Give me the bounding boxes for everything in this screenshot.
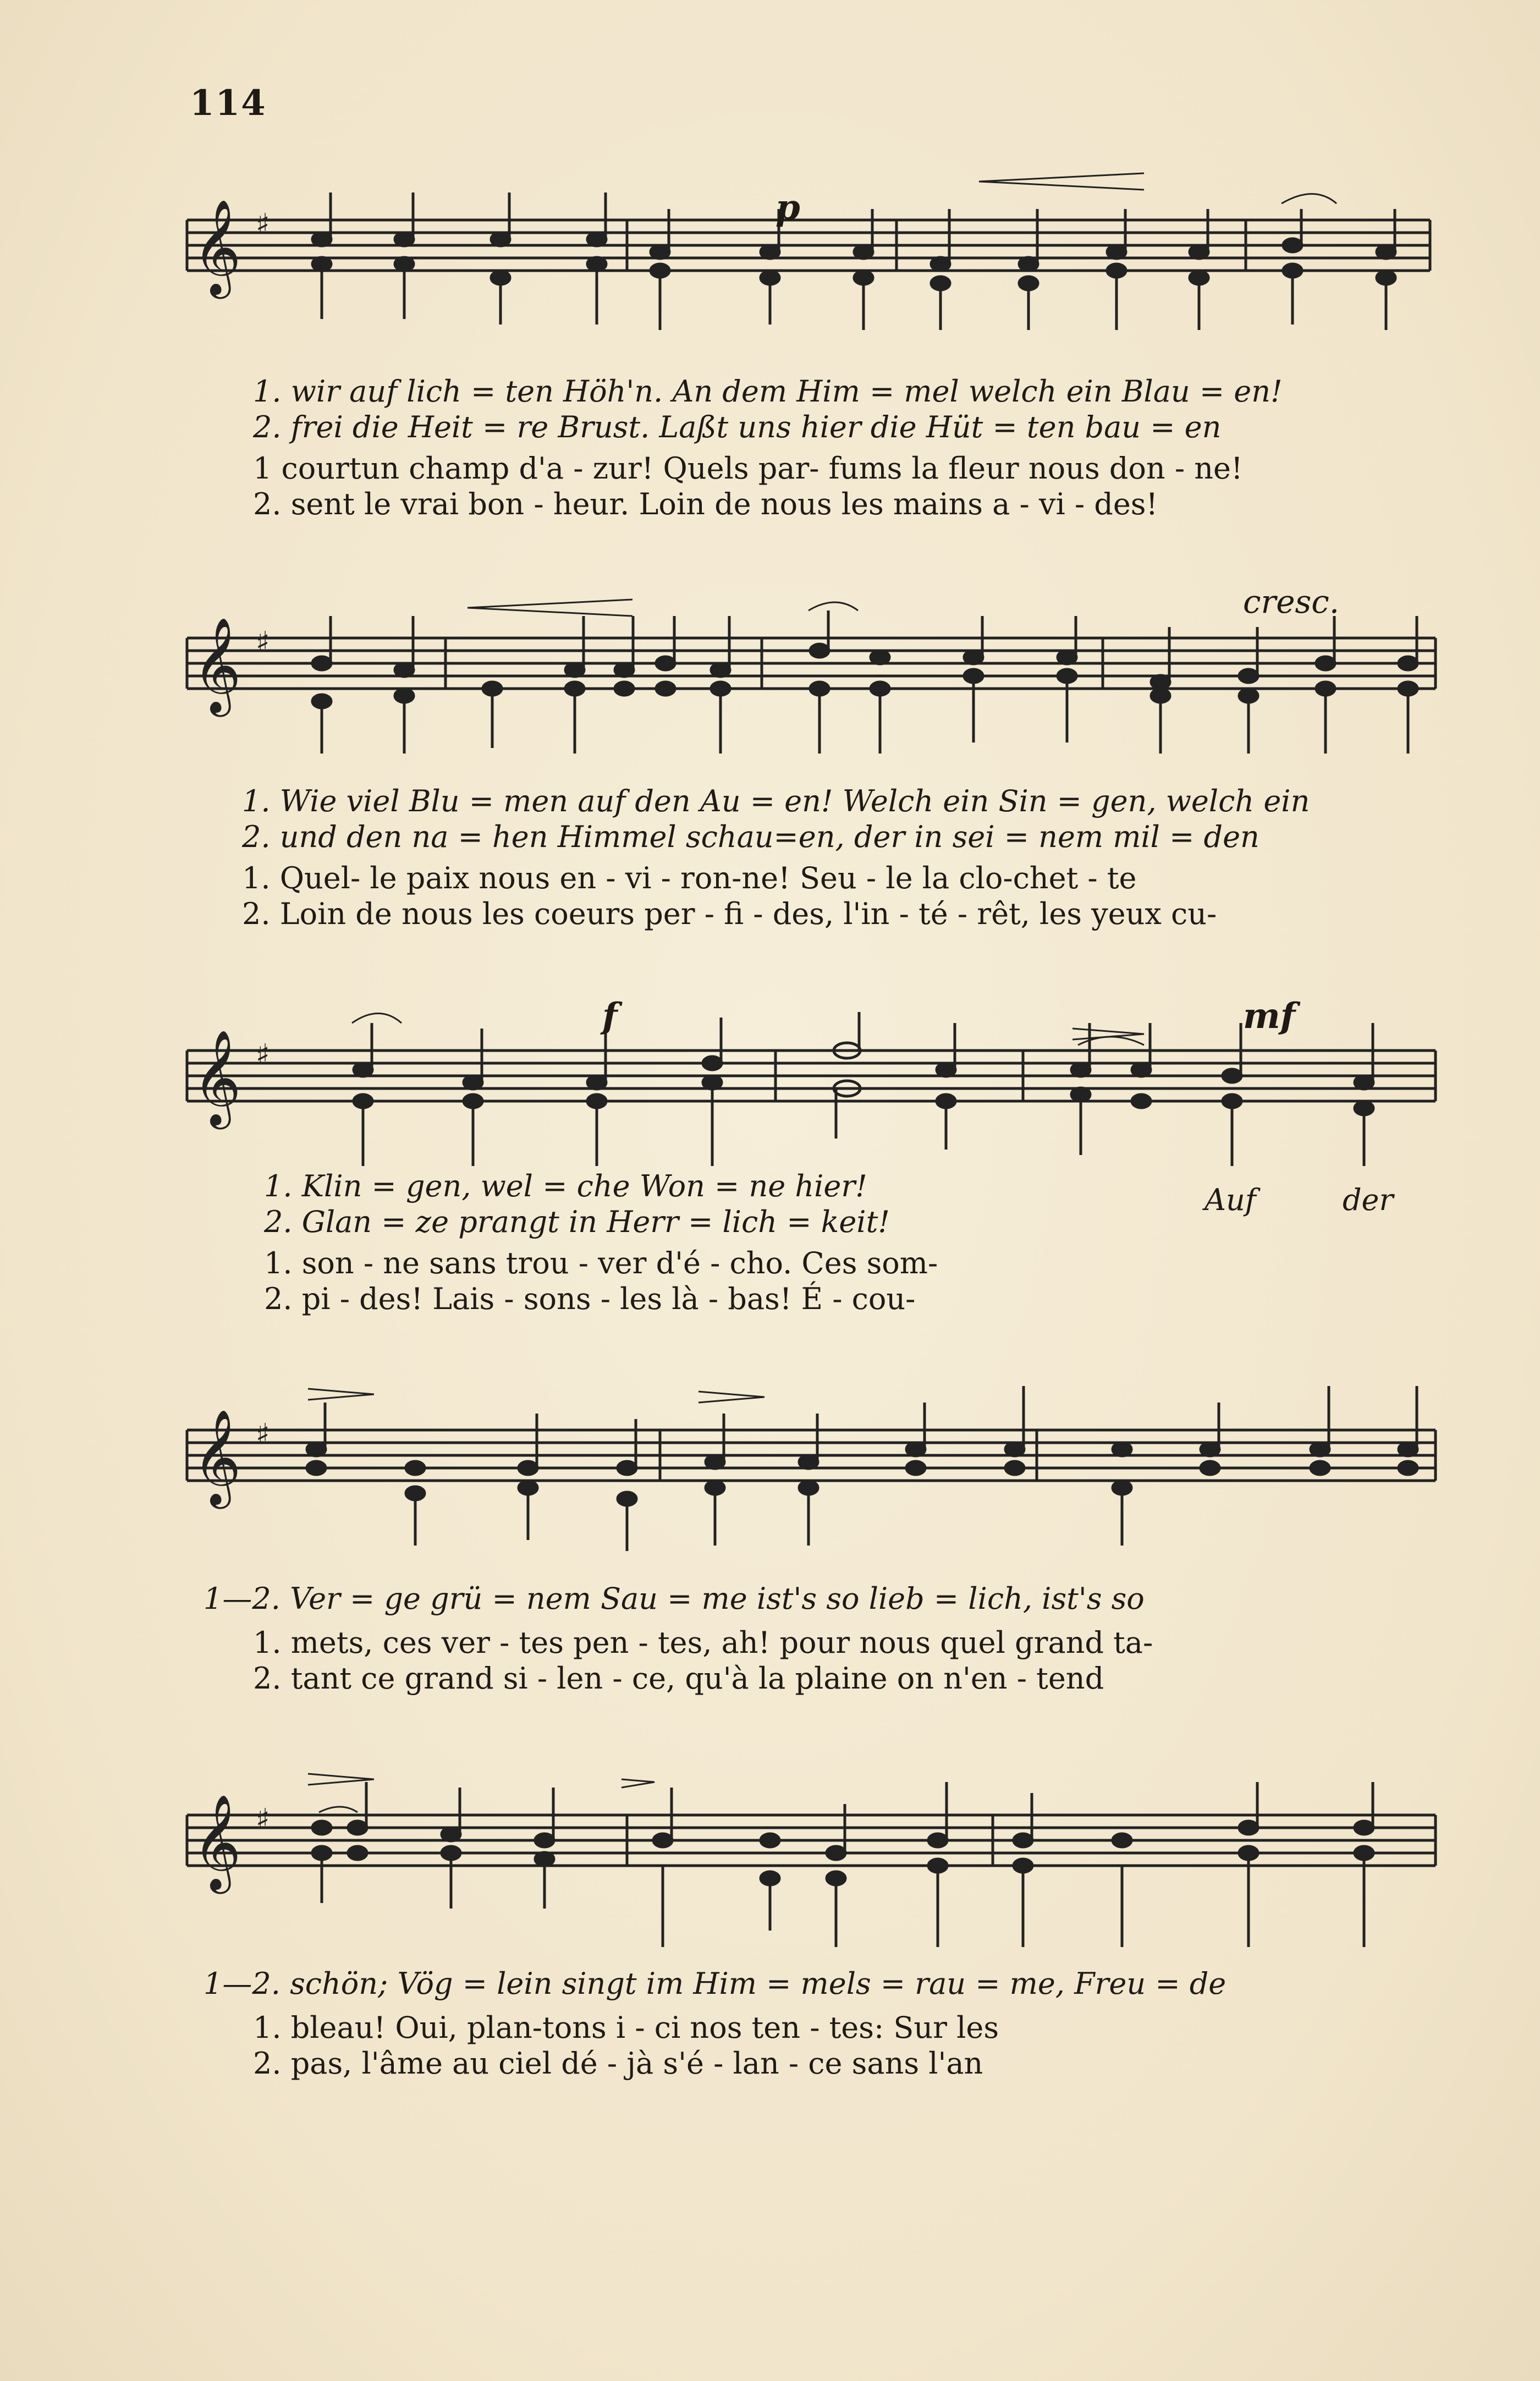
lyric-line [253, 2046, 983, 2081]
lyric-text: Loin de nous les coeurs per - fi - des, l'in - té - rêt, les yeux cu- [279, 897, 1217, 931]
svg-text:𝄞: 𝄞 [193, 1409, 241, 1505]
verse-number: 2. [253, 2046, 282, 2081]
verse-number: 1. [253, 374, 282, 409]
staff-1 [0, 165, 1540, 385]
lyric-line [253, 374, 1283, 409]
music-system-5 [0, 1749, 1540, 2145]
svg-text:𝄞: 𝄞 [193, 199, 241, 295]
lyric-line [242, 784, 1310, 818]
dynamic-marking: f [602, 996, 618, 1037]
staff-5 [0, 1749, 1540, 1980]
lyric-text: Klin = gen, wel = che Won = ne hier! [301, 1169, 867, 1203]
verse-number: 2. [264, 1282, 293, 1316]
lyric-line [253, 1625, 1153, 1660]
verse-number: 1. [242, 861, 271, 895]
verse-number: 2. [253, 487, 282, 521]
verse-number: 1. [253, 1625, 282, 1660]
lyric-text: Wie viel Blu = men auf den Au = en! Welch ein Sin = gen, welch ein [279, 784, 1310, 818]
lyric-text: pi - des! Lais - sons - les là - bas! É - cou- [301, 1282, 916, 1316]
staff-4 [0, 1359, 1540, 1590]
music-system-1 [0, 165, 1540, 550]
lyric-text: wir auf lich = ten Höh'n. An dem Him = mel welch ein Blau = en! [290, 374, 1283, 409]
lyric-text: tant ce grand si - len - ce, qu'à la plaine on n'en - tend [290, 1661, 1104, 1696]
lyric-text: sent le vrai bon - heur. Loin de nous les mains a - vi - des! [290, 487, 1158, 521]
lyric-text: schön; Vög = lein singt im Him = mels = rau = me, Freu = de [290, 1966, 1226, 2001]
lyric-line [242, 861, 1137, 895]
verse-number: 1. [253, 2010, 282, 2045]
svg-text:♯: ♯ [256, 626, 270, 659]
lyric-text: bleau! Oui, plan-tons i - ci nos ten - tes: Sur les [290, 2010, 999, 2045]
verse-number: 1. [242, 784, 271, 818]
lyric-text: Glan = ze prangt in Herr = lich = keit! [301, 1205, 890, 1239]
svg-text:𝄞: 𝄞 [193, 1794, 241, 1890]
lyric-text: mets, ces ver - tes pen - tes, ah! pour nous quel grand ta- [290, 1625, 1153, 1660]
verse-number: 1. [264, 1169, 293, 1203]
verse-number: 1—2. [204, 1966, 280, 2001]
page-number: 114 [190, 83, 267, 124]
lyric-text: Quel- le paix nous en - vi - ron-ne! Seu - le la clo-chet - te [279, 861, 1137, 895]
dynamic-marking: cresc. [1243, 583, 1340, 620]
verse-number: 2. [242, 897, 271, 931]
lyric-text: pas, l'âme au ciel dé - jà s'é - lan - ce sans l'an [290, 2046, 983, 2081]
lyric-line [253, 451, 1243, 486]
lyric-line [242, 822, 1260, 852]
lyric-line [253, 487, 1158, 521]
svg-text:♯: ♯ [256, 1803, 270, 1836]
music-system-3 [0, 990, 1540, 1348]
lyric-text: Ver = ge grü = nem Sau = me ist's so lieb = lich, ist's so [290, 1581, 1145, 1616]
lyric-line [253, 1661, 1104, 1696]
dynamic-marking: mf [1243, 996, 1296, 1037]
svg-text:𝄞: 𝄞 [193, 617, 241, 713]
lyric-line [264, 1207, 890, 1237]
lyric-line [204, 1966, 1226, 2001]
verse-number: 2. [253, 410, 282, 444]
svg-text:♯: ♯ [256, 208, 270, 241]
verse-number: 1—2. [204, 1581, 280, 1616]
verse-number: 2. [253, 1661, 282, 1696]
verse-number: 2. [264, 1205, 293, 1239]
svg-text:♯: ♯ [256, 1418, 270, 1451]
lyric-line [204, 1581, 1145, 1616]
staff-3 [0, 990, 1540, 1199]
brace-word: Auf [1204, 1183, 1256, 1217]
verse-number: 1 [253, 451, 272, 486]
brace-word: der [1342, 1183, 1394, 1217]
lyric-text: courtun champ d'a - zur! Quels par- fums la fleur nous don - ne! [281, 451, 1243, 486]
lyric-line [242, 899, 1217, 929]
lyric-line [264, 1246, 938, 1280]
svg-text:𝄞: 𝄞 [193, 1030, 241, 1125]
lyric-text: und den na = hen Himmel schau=en, der in sei = nem mil = den [279, 820, 1260, 854]
music-system-2 [0, 578, 1540, 974]
dynamic-marking: p [776, 187, 800, 228]
lyric-text: son - ne sans trou - ver d'é - cho. Ces som- [301, 1246, 938, 1280]
verse-number: 2. [242, 820, 271, 854]
lyric-line [253, 2010, 999, 2045]
lyric-line [264, 1169, 867, 1203]
lyric-text: frei die Heit = re Brust. Laßt uns hier die Hüt = ten bau = en [290, 410, 1222, 444]
verse-number: 1. [264, 1246, 293, 1280]
svg-text:♯: ♯ [256, 1038, 270, 1071]
brace-label [1204, 1183, 1393, 1217]
lyric-line [253, 410, 1222, 444]
music-system-4 [0, 1359, 1540, 1744]
lyric-line [264, 1284, 915, 1314]
